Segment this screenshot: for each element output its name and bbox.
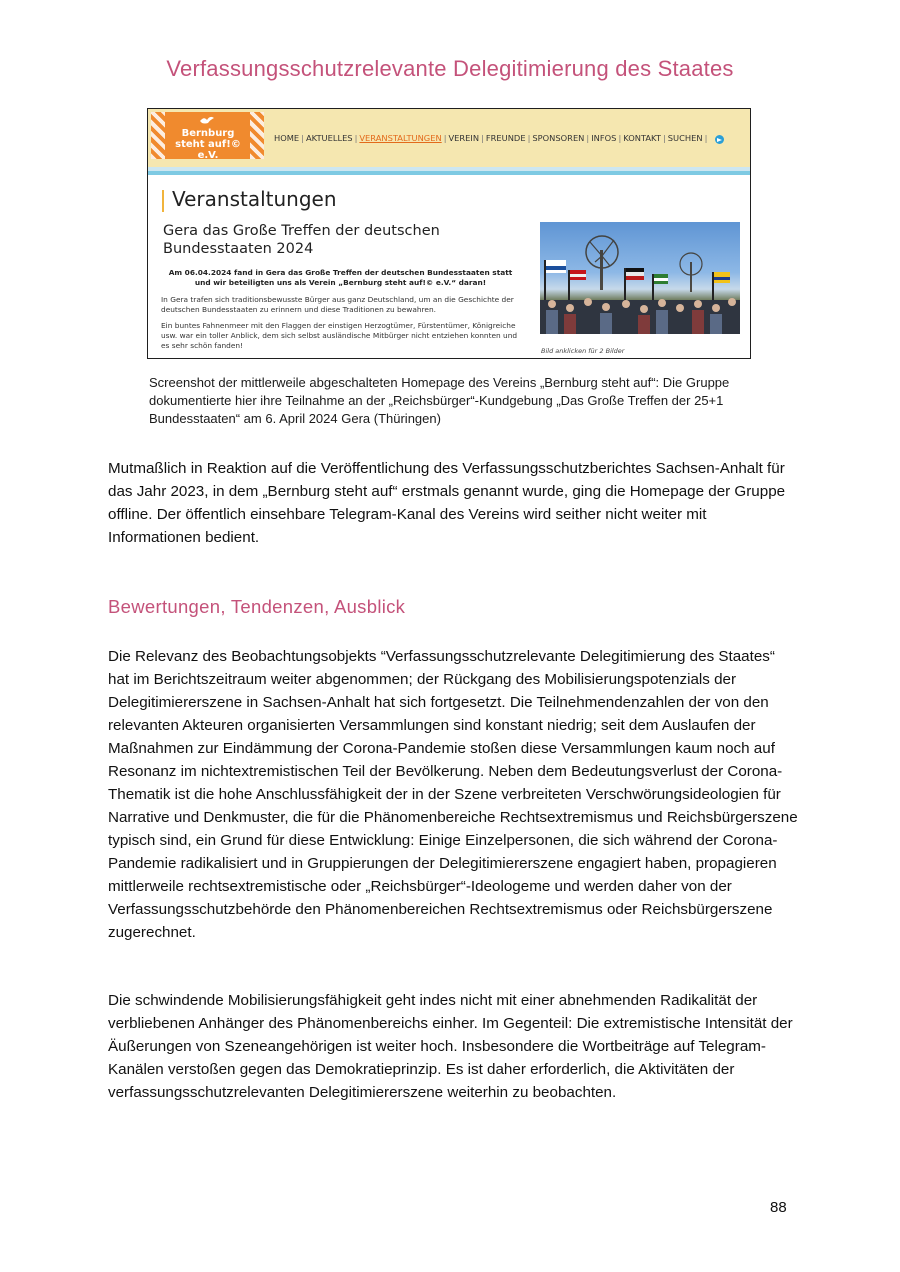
nav-sponsoren[interactable]: SPONSOREN: [532, 133, 585, 143]
nav-freunde[interactable]: FREUNDE: [485, 133, 526, 143]
intro-paragraph: Mutmaßlich in Reaktion auf die Veröffentlichung des Verfassungsschutzberichtes Sachsen-Anhalt für das Jahr 2023, in dem „Bernburg steht auf“ erstmals genannt wurde, ging die Homepage der Gruppe offline. Der öffentlich einsehbare Telegram-Kanal des Vereins wird seither nicht weiter mit Informationen bedient.: [108, 460, 786, 546]
logo-stripe-left: [151, 112, 165, 159]
nav-aktuelles[interactable]: AKTUELLES: [305, 133, 353, 143]
nav-kontakt[interactable]: KONTAKT: [623, 133, 661, 143]
dove-icon: [199, 115, 215, 125]
assessment-paragraph-1: Die Relevanz des Beobachtungsobjekts “Verfassungsschutzrelevante Delegitimierung des Staates“ hat im Berichtszeitraum weiter abgenommen; der Rückgang des Mobilisierungspotenzials der Delegitimiererszene in Sachsen-Anhalt hat sich fortgesetzt. Die Teilnehmendenzahlen der von den relevanten Akteuren organisierten Versammlungen sind konstant niedrig; seit dem Auslaufen der Maßnahmen zur Eindämmung der Corona-Pandemie stoßen diese Versammlungen kaum noch auf Resonanz im nichtextremistischen Teil der Bevölkerung. Neben dem Bedeutungsverlust der Corona-Thematik ist die hohe Anschlussfähigkeit der in der Szene verbreiteten Verschwörungsideologien für Narrative und Denkmuster, die für die Phänomenbereiche Rechtsextremismus und Reichsbürgerszene typisch sind, ein Grund für diese Entwicklung: Einige Einzelpersonen, die sich während der Corona-Pandemie radikalisiert und in Gruppierungen der Delegitimiererszene engagiert haben, propagieren mittlerweile rechtsextremistische oder „Reichsbürger“-Ideologeme und werden daher von der Verfassungsschutzbehörde den Phänomenbereichen Rechtsextremismus oder Reichsbürgerszene zugerechnet.: [108, 648, 798, 941]
event-paragraph-2: Ein buntes Fahnenmeer mit den Flaggen der einstigen Herzogtümer, Fürstentümer, Königreiche usw. war ein toller Anblick, dem sich selbst ausländische Mitbürger nicht entziehen konnten und es sehr schön fanden!: [161, 321, 518, 350]
logo-line1: Bernburg steht auf!©: [175, 128, 241, 150]
nav-veranstaltungen[interactable]: VERANSTALTUNGEN: [359, 133, 442, 143]
website-logo: [151, 112, 264, 159]
website-page-heading: Veranstaltungen: [172, 187, 337, 211]
section-title: Bewertungen, Tendenzen, Ausblick: [108, 596, 406, 617]
website-divider: [148, 171, 750, 175]
heading-accent-bar: [162, 190, 164, 212]
event-paragraph-1: In Gera trafen sich traditionsbewusste Bürger aus ganz Deutschland, um an die Geschichte der deutschen Bundesstaaten zu erinnern und diese Traditionen zu bewahren.: [161, 295, 514, 314]
photo-caption[interactable]: Bild anklicken für 2 Bilder: [541, 347, 625, 355]
page-number: 88: [770, 1199, 787, 1216]
logo-stripe-right: [250, 112, 264, 159]
website-screenshot: [147, 108, 751, 359]
website-header: [148, 109, 750, 167]
logo-text: [167, 128, 249, 159]
nav-infos[interactable]: INFOS: [591, 133, 617, 143]
nav-verein[interactable]: VEREIN: [448, 133, 480, 143]
nav-home[interactable]: HOME: [274, 133, 300, 143]
flag-crowd-illustration: [540, 222, 740, 334]
nav-suchen[interactable]: SUCHEN: [667, 133, 703, 143]
website-nav: HOME | AKTUELLES | VERANSTALTUNGEN | VEREIN | FREUNDE | SPONSOREN | INFOS | KONTAKT | SUCHEN |: [274, 133, 708, 143]
telegram-icon[interactable]: [715, 135, 724, 144]
event-photo[interactable]: [540, 222, 740, 334]
figure-caption: Screenshot der mittlerweile abgeschalteten Homepage des Vereins „Bernburg steht auf“: Die Gruppe dokumentierte hier ihre Teilnahme an der „Reichsbürger“-Kundgebung „Das Große Treffen der 25+1 Bundesstaaten“ am 6. April 2024 Gera (Thüringen): [149, 375, 730, 426]
event-title: Gera das Große Treffen der deutschen Bundesstaaten 2024: [163, 223, 440, 257]
assessment-paragraph-2: Die schwindende Mobilisierungsfähigkeit geht indes nicht mit einer abnehmenden Radikalität der verbliebenen Anhänger des Phänomenbereichs einher. Im Gegenteil: Die extremistische Intensität der Äußerungen von Szeneangehörigen ist weiter hoch. Insbesondere die Wortbeiträge auf Telegram-Kanälen verstoßen gegen das Demokratieprinzip. Es ist daher erforderlich, die Aktivitäten der verfassungsschutzrelevanten Delegitimiererszene weiterhin zu beobachten.: [108, 992, 793, 1101]
event-intro: Am 06.04.2024 fand in Gera das Große Treffen der deutschen Bundesstaaten statt und wir beteiligten uns als Verein „Bernburg steht auf!© e.V.“ daran!: [168, 268, 513, 287]
logo-line2: e.V.: [197, 150, 219, 159]
page-header-title: Verfassungsschutzrelevante Delegitimierung des Staates: [166, 56, 734, 81]
